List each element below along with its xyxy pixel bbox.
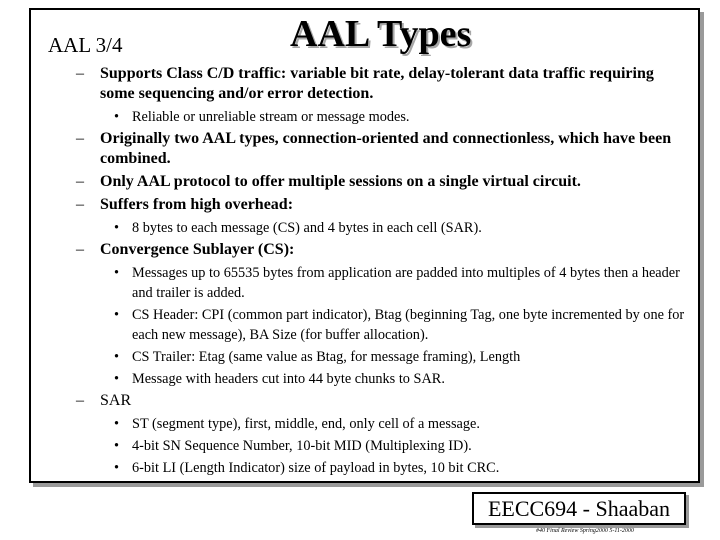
list-item [76, 414, 690, 434]
bullet-icon: • [114, 371, 120, 387]
item-text: ST (segment type), first, middle, end, only cell of a message. [132, 416, 480, 432]
list-item [76, 64, 690, 104]
item-text: 8 bytes to each message (CS) and 4 bytes in each cell (SAR). [132, 220, 482, 236]
dash-marker: – [76, 130, 84, 147]
list-item [76, 240, 690, 260]
bullet-icon: • [114, 416, 120, 432]
course-label: AAL 3/4 [48, 33, 123, 57]
list-item [76, 436, 690, 456]
slide-title: AAL Types [290, 13, 472, 55]
item-text: Reliable or unreliable stream or message modes. [132, 109, 410, 125]
bullet-list [76, 64, 690, 480]
item-text: Messages up to 65535 bytes from application are padded into multiples of 4 bytes then a header and trailer is added. [132, 265, 680, 301]
list-item [76, 458, 690, 478]
list-item [76, 263, 690, 303]
item-text: Supports Class C/D traffic: variable bit rate, delay-tolerant data traffic requiring some sequencing and/or error detection. [100, 65, 654, 102]
footer-meta: #40 Final Review Spring2000 5-11-2000 [536, 528, 634, 534]
bullet-icon: • [114, 109, 120, 125]
bullet-icon: • [114, 220, 120, 236]
item-text: CS Header: CPI (common part indicator), Btag (beginning Tag, one byte incremented by one for each new message), BA Size (for buffer allocation). [132, 307, 685, 343]
list-item [76, 129, 690, 169]
dash-marker: – [76, 196, 84, 213]
item-text: Only AAL protocol to offer multiple sessions on a single virtual circuit. [100, 173, 581, 190]
list-item [76, 107, 690, 127]
bullet-icon: • [114, 349, 120, 365]
bullet-icon: • [114, 460, 120, 476]
item-text: CS Trailer: Etag (same value as Btag, for message framing), Length [132, 349, 521, 365]
item-text: Originally two AAL types, connection-oriented and connectionless, which have been combined. [100, 130, 672, 167]
list-item [76, 172, 690, 192]
list-item [76, 195, 690, 215]
item-text: 6-bit LI (Length Indicator) size of payload in bytes, 10 bit CRC. [132, 460, 500, 476]
list-item [76, 305, 690, 345]
item-text: SAR [100, 392, 132, 409]
list-item [76, 218, 690, 238]
bullet-icon: • [114, 438, 120, 454]
dash-marker: – [76, 241, 84, 258]
list-item [76, 347, 690, 367]
item-text: Message with headers cut into 44 byte chunks to SAR. [132, 371, 445, 387]
list-item [76, 391, 690, 411]
dash-marker: – [76, 392, 84, 409]
item-text: Suffers from high overhead: [100, 196, 294, 213]
bullet-icon: • [114, 307, 120, 323]
dash-marker: – [76, 65, 84, 82]
list-item [76, 369, 690, 389]
item-text: Convergence Sublayer (CS): [100, 241, 295, 258]
item-text: 4-bit SN Sequence Number, 10-bit MID (Multiplexing ID). [132, 438, 472, 454]
footer-course-badge: EECC694 - Shaaban [472, 492, 686, 525]
dash-marker: – [76, 173, 84, 190]
bullet-icon: • [114, 265, 120, 281]
